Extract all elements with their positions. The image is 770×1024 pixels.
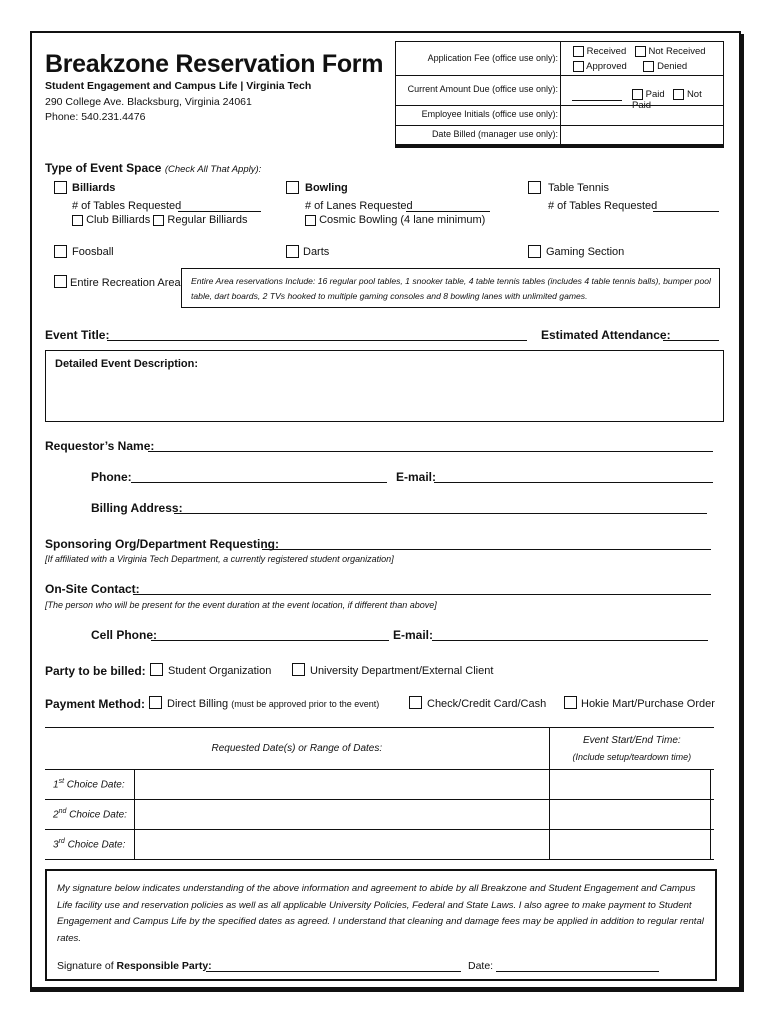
phone-field[interactable]	[131, 482, 387, 483]
event-space-heading: Type of Event Space (Check All That Apply):	[45, 161, 262, 175]
denied-checkbox[interactable]	[643, 61, 654, 72]
office-box-rule	[395, 145, 724, 148]
entire-area-note: Entire Area reservations Include: 16 regular pool tables, 1 snooker table, 4 table tennis tables (includes 4 table tennis balls), bumper pool table, dart boards, 2 TVs hooked to multiple gaming consoles and 8 bowling lanes with unlimited games.	[191, 276, 711, 301]
billiards-label: Billiards	[72, 182, 116, 194]
page-shadow-bottom	[30, 989, 744, 992]
club-billiards-checkbox[interactable]	[72, 215, 83, 226]
choice-2-date-cell[interactable]	[135, 800, 550, 830]
fee-label: Application Fee (office use only):	[427, 53, 558, 63]
received-label: Received	[586, 46, 627, 58]
tt-tables-label: # of Tables Requested	[548, 200, 658, 212]
bowling-label: Bowling	[305, 182, 348, 194]
regular-billiards-checkbox[interactable]	[153, 215, 164, 226]
org-phone: Phone: 540.231.4476	[45, 111, 146, 123]
onsite-note: [The person who will be present for the event duration at the event location, if different than above]	[45, 600, 437, 610]
gaming-checkbox[interactable]	[528, 245, 541, 258]
sponsor-field[interactable]	[262, 549, 711, 550]
dept-checkbox[interactable]	[292, 663, 305, 676]
attendance-label: Estimated Attendance:	[541, 328, 671, 342]
billiards-checkbox[interactable]	[54, 181, 67, 194]
choice-1-start-cell[interactable]	[549, 770, 710, 800]
description-label: Detailed Event Description:	[55, 358, 199, 370]
hokie-label: Hokie Mart/Purchase Order	[581, 698, 715, 710]
dates-header-1: Requested Date(s) or Range of Dates:	[45, 728, 549, 770]
office-use-box	[395, 41, 724, 145]
not-paid-checkbox[interactable]	[673, 89, 684, 100]
billing-address-label: Billing Address:	[91, 501, 183, 515]
bowling-lanes-label: # of Lanes Requested	[305, 200, 413, 212]
table-row	[45, 800, 714, 830]
not-received-checkbox[interactable]	[635, 46, 646, 57]
cell-phone-field[interactable]	[151, 640, 389, 641]
received-checkbox[interactable]	[573, 46, 584, 57]
regular-billiards-label: Regular Billiards	[167, 214, 248, 226]
denied-label: Denied	[657, 61, 688, 73]
cell-phone-label: Cell Phone:	[91, 628, 158, 642]
page-shadow-right	[741, 34, 744, 992]
not-received-label: Not Received	[648, 46, 706, 58]
choice-2-start-cell[interactable]	[549, 800, 710, 830]
sponsor-note: [If affiliated with a Virginia Tech Department, a currently registered student organization]	[45, 554, 394, 564]
requestor-name-field[interactable]	[148, 451, 713, 452]
form-title: Breakzone Reservation Form	[45, 50, 384, 78]
darts-label: Darts	[303, 246, 330, 258]
club-billiards-label: Club Billiards	[86, 214, 151, 226]
cosmic-bowling-label: Cosmic Bowling (4 lane minimum)	[319, 214, 486, 226]
cosmic-bowling-checkbox[interactable]	[305, 215, 316, 226]
billiards-tables-field[interactable]	[178, 211, 261, 212]
approved-label: Approved	[586, 61, 627, 73]
description-box[interactable]	[45, 350, 724, 422]
signature-date-field[interactable]	[496, 971, 659, 972]
table-tennis-checkbox[interactable]	[528, 181, 541, 194]
direct-billing-label: Direct Billing (must be approved prior to the event)	[167, 698, 380, 710]
check-label: Check/Credit Card/Cash	[427, 698, 547, 710]
table-row	[45, 770, 714, 800]
dept-label: University Department/External Client	[310, 665, 494, 677]
student-org-checkbox[interactable]	[150, 663, 163, 676]
paid-label: Paid	[645, 89, 665, 101]
hokie-checkbox[interactable]	[564, 696, 577, 709]
event-title-field[interactable]	[107, 340, 527, 341]
entire-area-note-box	[181, 268, 720, 308]
choice-2-label: 2nd Choice Date:	[45, 800, 135, 830]
amount-due-line[interactable]	[572, 100, 622, 101]
org-address: 290 College Ave. Blacksburg, Virginia 24061	[45, 96, 252, 108]
paid-checkbox[interactable]	[632, 89, 643, 100]
email-label: E-mail:	[396, 470, 437, 484]
choice-1-date-cell[interactable]	[135, 770, 550, 800]
gaming-label: Gaming Section	[546, 246, 625, 258]
direct-billing-checkbox[interactable]	[149, 696, 162, 709]
payment-method-label: Payment Method:	[45, 697, 146, 711]
approved-checkbox[interactable]	[573, 61, 584, 72]
onsite-field[interactable]	[133, 594, 711, 595]
party-billed-label: Party to be billed:	[45, 664, 146, 678]
choice-2-end-cell[interactable]	[710, 800, 714, 830]
darts-checkbox[interactable]	[286, 245, 299, 258]
table-row	[45, 830, 714, 860]
requestor-name-label: Requestor’s Name:	[45, 439, 155, 453]
date-label: Date:	[468, 960, 494, 972]
bowling-checkbox[interactable]	[286, 181, 299, 194]
choice-1-end-cell[interactable]	[710, 770, 714, 800]
choice-3-label: 3rd Choice Date:	[45, 830, 135, 860]
bowling-lanes-field[interactable]	[406, 211, 490, 212]
billing-address-field[interactable]	[174, 513, 707, 514]
foosball-label: Foosball	[72, 246, 114, 258]
choice-3-end-cell[interactable]	[710, 830, 714, 860]
email2-field[interactable]	[432, 640, 708, 641]
signature-field[interactable]	[206, 971, 461, 972]
entire-area-label: Entire Recreation Area	[70, 277, 181, 289]
event-title-label: Event Title:	[45, 328, 110, 342]
check-checkbox[interactable]	[409, 696, 422, 709]
billiards-tables-label: # of Tables Requested	[72, 200, 182, 212]
agreement-text: My signature below indicates understanding of the above information and agreement to abide by all Breakzone and Student Engagement and Campus Life facility use and reservation policies as well as all applicable University Policies, Federal and State Laws. I also agree to make payment to Student Engagement and Campus Life by the specified dates as agreed. I understand that cleaning and damage fees may be applied in addition to regular rental rates.	[57, 883, 704, 944]
choice-3-date-cell[interactable]	[135, 830, 550, 860]
choice-3-start-cell[interactable]	[549, 830, 710, 860]
foosball-checkbox[interactable]	[54, 245, 67, 258]
dates-table	[45, 727, 714, 860]
email2-label: E-mail:	[393, 628, 434, 642]
table-tennis-label: Table Tennis	[548, 182, 609, 194]
agreement-box	[45, 869, 717, 981]
choice-1-label: 1st Choice Date:	[45, 770, 135, 800]
sponsor-label: Sponsoring Org/Department Requesting:	[45, 537, 280, 551]
email-field[interactable]	[434, 482, 713, 483]
attendance-field[interactable]	[663, 340, 719, 341]
org-name: Student Engagement and Campus Life | Virginia Tech	[45, 80, 312, 92]
due-label: Current Amount Due (office use only):	[407, 84, 558, 94]
phone-label: Phone:	[91, 470, 132, 484]
entire-area-checkbox[interactable]	[54, 275, 67, 288]
dates-header-2: Event Start/End Time: (Include setup/teardown time)	[549, 728, 714, 770]
not-paid-label: Not Paid	[632, 89, 702, 112]
onsite-label: On-Site Contact:	[45, 582, 140, 596]
initials-label: Employee Initials (office use only):	[421, 109, 558, 119]
signature-label: Signature of Responsible Party:	[57, 960, 212, 972]
billed-label: Date Billed (manager use only):	[431, 129, 558, 139]
student-org-label: Student Organization	[168, 665, 272, 677]
tt-tables-field[interactable]	[653, 211, 719, 212]
